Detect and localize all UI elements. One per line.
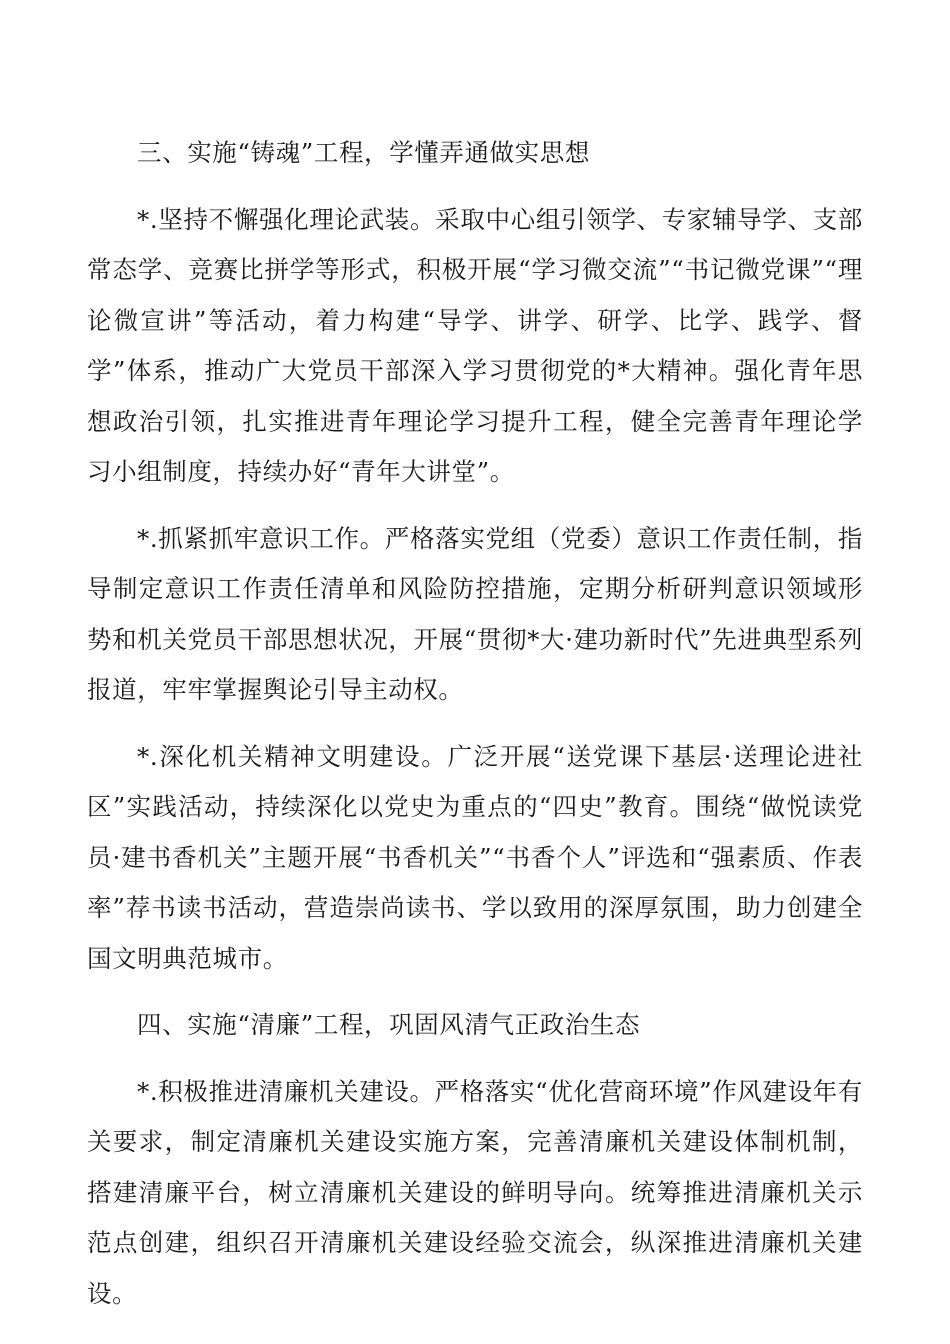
section-heading-3: 三、实施“铸魂”工程，学懂弄通做实思想 bbox=[137, 138, 590, 167]
paragraph-theory-study: *.坚持不懈强化理论武装。采取中心组引领学、专家辅导学、支部常态学、竞赛比拼学等形式，积极开展“学习微交流”“书记微党课”“理论微宣讲”等活动，着力构建“导学、讲学、研学、比学、践学、督学”体系，推动广大党员干部深入学习贯彻党的*大精神。强化青年思想政治引领，扎实推进青年理论学习提升工程，健全完善青年理论学习小组制度，持续办好“青年大讲堂”。 bbox=[87, 204, 863, 486]
document-body bbox=[87, 128, 863, 1335]
paragraph-spiritual-civilization: *.深化机关精神文明建设。广泛开展“送党课下基层·送理论进社区”实践活动，持续深化以党史为重点的“四史”教育。围绕“做悦读党员·建书香机关”主题开展“书香机关”“书香个人”评选和“强素质、作表率”荐书读书活动，营造崇尚读书、学以致用的深厚氛围，助力创建全国文明典范城市。 bbox=[87, 741, 863, 973]
paragraph-ideology-work: *.抓紧抓牢意识工作。严格落实党组（党委）意识工作责任制，指导制定意识工作责任清单和风险防控措施，定期分析研判意识领域形势和机关党员干部思想状况，开展“贯彻*大·建功新时代”先进典型系列报道，牢牢掌握舆论引导主动权。 bbox=[87, 523, 863, 704]
paragraph-clean-government: *.积极推进清廉机关建设。严格落实“优化营商环境”作风建设年有关要求，制定清廉机关建设实施方案，完善清廉机关建设体制机制，搭建清廉平台，树立清廉机关建设的鲜明导向。统筹推进清廉机关示范点创建，组织召开清廉机关建设经验交流会，纵深推进清廉机关建设。 bbox=[87, 1076, 863, 1308]
section-heading-4: 四、实施“清廉”工程，巩固风清气正政治生态 bbox=[137, 1010, 641, 1039]
